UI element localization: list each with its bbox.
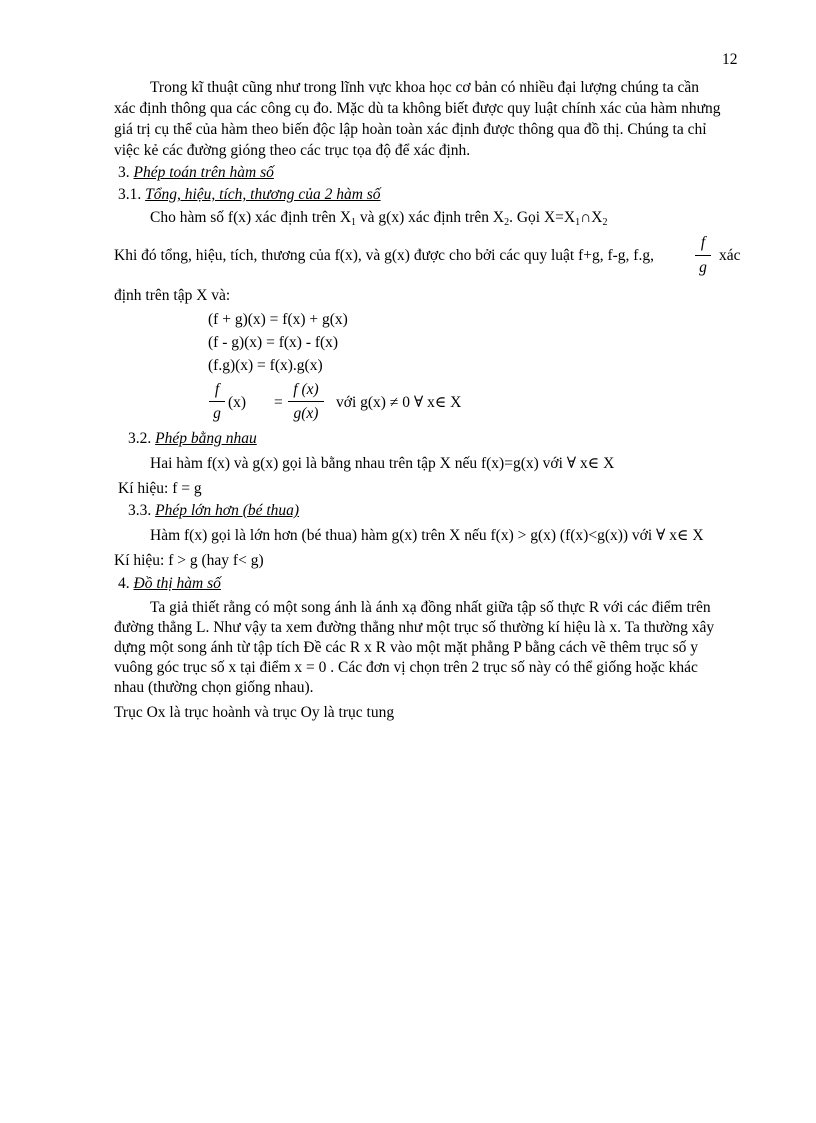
graph-para-line-5: nhau (thường chọn giống nhau). — [114, 679, 314, 696]
intro-line-3: giá trị cụ thể của hàm theo biến độc lập hoàn toàn xác định được thông qua đồ thị. Chúng ta chỉ — [114, 121, 707, 138]
section-3-2-heading — [128, 429, 257, 449]
axes-line: Trục Ox là trục hoành và trục Oy là trục tung — [114, 704, 395, 721]
quotient-rhs-bar — [288, 401, 324, 402]
definition-line: Cho hàm số f(x) xác định trên $X_1$ và g(x) xác định trên $X_2$. Gọi $X=X_1\cap X_2$ — [150, 209, 608, 228]
operations-line-2: định trên tập X và: — [114, 287, 231, 304]
graph-para-line-4: vuông góc trục số x tại điểm x = 0 . Các đơn vị chọn trên 2 trục số này có thể giống hoặc khác — [114, 659, 698, 676]
quotient-condition: với g(x) ≠ 0 ∀ x∈ X — [336, 394, 462, 411]
section-4-heading — [118, 574, 221, 594]
section-3-2-number: 3.2. — [128, 430, 152, 447]
section-3-number: 3. — [118, 164, 130, 181]
ops-fraction-denominator: g — [699, 259, 707, 276]
section-3-3-heading — [128, 501, 299, 521]
graph-para-line-1: Ta giả thiết rằng có một song ánh là ánh xạ đồng nhất giữa tập số thực R với các điểm trên — [150, 599, 711, 616]
section-3-1-heading — [118, 185, 381, 205]
quotient-rhs-denominator: g(x) — [293, 405, 319, 422]
section-4-number: 4. — [118, 575, 130, 592]
section-3-3-title: Phép lớn hơn (bé thua) — [155, 502, 300, 519]
section-3-1-number: 3.1. — [118, 186, 142, 203]
section-3-1-title: Tổng, hiệu, tích, thương của 2 hàm số — [145, 186, 381, 203]
graph-para-line-2: đường thẳng L. Như vậy ta xem đường thẳng như một trục số thường kí hiệu là x. Ta thường xây — [114, 619, 715, 636]
quotient-lhs-numerator: f — [214, 381, 220, 398]
formula-sum: (f + g)(x) = f(x) + g(x) — [208, 311, 348, 328]
equality-definition: Hai hàm f(x) và g(x) gọi là bằng nhau trên tập X nếu f(x)=g(x) với ∀ x∈ X — [150, 455, 615, 472]
quotient-lhs-bar — [209, 401, 225, 402]
quotient-equals: = — [274, 394, 283, 411]
intro-line-4: việc kẻ các đường gióng theo các trục tọa độ để xác định. — [114, 142, 471, 159]
quotient-x: (x) — [228, 394, 247, 411]
section-3-heading — [118, 163, 274, 183]
greater-symbol: Kí hiệu: f > g (hay f< g) — [114, 552, 264, 569]
quotient-rhs-numerator: f (x) — [293, 381, 319, 398]
section-3-title: Phép toán trên hàm số — [133, 164, 274, 181]
quotient-lhs-denominator: g — [213, 405, 221, 422]
section-4-title: Đồ thị hàm số — [133, 575, 221, 592]
page-number: 12 — [722, 51, 738, 68]
intro-line-2: xác định thông qua các công cụ đo. Mặc dù ta không biết được quy luật chính xác của hàm nhưng — [114, 100, 721, 117]
formula-difference: (f - g)(x) = f(x) - f(x) — [208, 334, 339, 351]
graph-para-line-3: dựng một song ánh từ tập tích Đề các R x R vào một mặt phẳng P bằng cách vẽ thêm trục số y — [114, 639, 699, 656]
greater-definition: Hàm f(x) gọi là lớn hơn (bé thua) hàm g(x) trên X nếu f(x) > g(x) (f(x)<g(x)) với ∀ x∈ X — [150, 527, 704, 544]
operations-line-tail: xác — [719, 247, 741, 264]
ops-fraction-bar — [695, 255, 711, 256]
operations-line: Khi đó tổng, hiệu, tích, thương của f(x), và g(x) được cho bởi các quy luật f+g, f-g, f.g, — [114, 247, 654, 264]
intro-line-1: Trong kĩ thuật cũng như trong lĩnh vực khoa học cơ bản có nhiều đại lượng chúng ta cần — [150, 79, 699, 96]
equality-symbol: Kí hiệu: f = g — [118, 480, 202, 497]
formula-product: (f.g)(x) = f(x).g(x) — [208, 357, 323, 374]
section-3-3-number: 3.3. — [128, 502, 152, 519]
section-3-2-title: Phép bằng nhau — [155, 430, 257, 447]
ops-fraction-numerator: f — [700, 234, 706, 251]
